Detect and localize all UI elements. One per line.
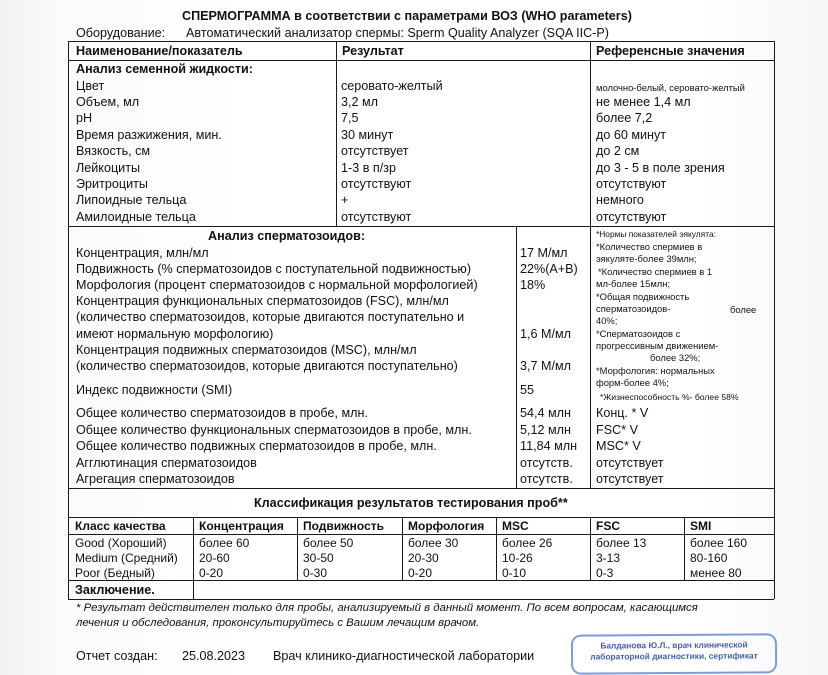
norms-note: *Количество спермиев в 1: [598, 266, 713, 277]
stamp-line1: Балданова Ю.Л., врач клинической: [600, 639, 748, 651]
class-header: Подвижность: [303, 519, 385, 533]
class-header: Класс качества: [75, 519, 166, 533]
fluid-ref: до 2 см: [596, 144, 640, 158]
sperm-row-value: 1,6 М/мл: [520, 327, 572, 341]
class-header: SMI: [690, 519, 712, 533]
fluid-ref: немного: [596, 193, 644, 207]
sperm-row-name: имеют нормальную морфологию): [76, 327, 274, 341]
fluid-ref: более 7,2: [596, 111, 653, 125]
fluid-result: отсутствует: [341, 144, 409, 158]
sperm-row-value: 54,4 млн: [520, 406, 571, 420]
sperm-row-name: Концентрация подвижных сперматозоидов (MSC), млн/мл: [76, 343, 417, 357]
sperm-section-title: Анализ сперматозоидов:: [208, 229, 366, 243]
sperm-row-value: 17 М/мл: [520, 246, 568, 260]
header-result: Результат: [342, 44, 404, 58]
norms-note: мл-более 15млн;: [596, 278, 671, 289]
class-header: Морфология: [408, 519, 485, 533]
report-date: 25.08.2023: [182, 649, 246, 663]
fluid-result: 1-3 в п/зр: [341, 161, 396, 175]
sperm-row-name: (количество сперматозоидов, которые двигаются поступательно): [76, 359, 458, 373]
norms-note: *Количество спермиев в: [596, 241, 703, 252]
class-cell: более 50: [303, 536, 354, 550]
norms-note: *Общая подвижность: [596, 291, 690, 302]
norms-note: эякуляте-более 39млн;: [596, 253, 697, 264]
norms-note: *Морфология: нормальных: [596, 365, 715, 376]
norms-note: *Нормы показателей эякулята:: [596, 229, 716, 239]
fluid-result: серовато-желтый: [341, 79, 443, 93]
sperm-row-name: Морфология (процент сперматозоидов с нормальной морфологией): [76, 278, 478, 292]
fluid-result: отсутствуют: [341, 177, 412, 191]
report-title: СПЕРМОГРАММА в соответствии с параметрами ВОЗ (WHO parameters): [182, 9, 632, 23]
norms-note: более: [730, 304, 757, 315]
conclusion-label: Заключение.: [75, 583, 155, 597]
doctor-stamp: [571, 633, 777, 674]
class-cell: более 160: [690, 536, 747, 550]
header-name: Наименование/показатель: [76, 44, 243, 58]
sperm-row-name: (количество сперматозоидов, которые двигаются поступательно и: [76, 310, 465, 324]
class-cell: более 26: [502, 536, 553, 550]
sperm-row-name: Концентрация, млн/мл: [76, 246, 209, 260]
fluid-ref: отсутствуют: [596, 210, 667, 224]
sperm-row-ref: FSC* V: [596, 423, 638, 437]
sperm-row-ref: отсутствует: [596, 472, 664, 486]
footnote-line1: * Результат действителен только для пробы, анализируемый в данный момент. По всем вопросам, касающимся: [76, 602, 698, 614]
class-header: Концентрация: [199, 519, 284, 533]
fluid-name: Амилоидные тельца: [76, 210, 196, 224]
sperm-row-name: Общее количество функциональных сперматозоидов в пробе, млн.: [76, 423, 472, 437]
sperm-row-name: Подвижность (% сперматозоидов с поступательной подвижностью): [76, 262, 472, 276]
class-cell: 0-30: [303, 566, 328, 580]
stamp-line2: лабораторной диагностики, сертификат: [590, 649, 758, 662]
fluid-name: pH: [76, 111, 93, 125]
sperm-row-value: 22%(A+B): [520, 262, 578, 276]
class-header: FSC: [596, 519, 620, 533]
class-cell: 0-20: [408, 566, 433, 580]
norms-note: 40%;: [596, 315, 618, 326]
norms-note: *Сперматозоидов с: [596, 328, 681, 339]
sperm-row-value: 55: [520, 383, 535, 397]
fluid-name: Вязкость, см: [76, 144, 151, 158]
class-cell: 80-160: [690, 551, 728, 565]
fluid-name: Цвет: [76, 79, 105, 93]
class-header: MSC: [502, 519, 529, 533]
fluid-name: Липоидные тельца: [76, 193, 187, 207]
fluid-result: +: [341, 193, 349, 207]
doctor-label: Врач клинико-диагностической лаборатории: [273, 649, 535, 663]
norms-note: сперматозоидов-: [596, 303, 671, 314]
classification-title: Классификация результатов тестирования проб**: [254, 496, 568, 510]
fluid-name: Эритроциты: [76, 177, 148, 191]
fluid-ref: отсутствуют: [596, 177, 667, 191]
sperm-row-value: 18%: [520, 278, 546, 292]
class-cell: менее 80: [690, 566, 742, 580]
sperm-row-name: Индекс подвижности (SMI): [76, 383, 233, 397]
equipment-value: Автоматический анализатор спермы: Sperm Quality Analyzer (SQA IIC-P): [186, 26, 609, 40]
sperm-row-value: отсутств.: [520, 472, 573, 486]
sperm-row-name: Общее количество сперматозоидов в пробе, млн.: [76, 406, 368, 420]
sperm-row-ref: MSC* V: [596, 439, 641, 453]
fluid-ref: не менее 1,4 мл: [596, 95, 691, 109]
class-cell: 10-26: [502, 551, 533, 565]
norms-note: более 32%;: [650, 352, 701, 363]
sperm-row-ref: отсутствует: [596, 456, 664, 470]
sperm-row-name: Агглютинация сперматозоидов: [76, 456, 257, 470]
sperm-row-value: 11,84 млн: [520, 439, 578, 453]
class-cell: 0-10: [502, 566, 527, 580]
header-reference: Референсные значения: [596, 44, 745, 58]
norms-note: форм-более 4%;: [596, 377, 669, 388]
norms-note: *Жизнеспособность %- более 58%: [600, 392, 739, 402]
class-cell: 30-50: [303, 551, 334, 565]
fluid-name: Лейкоциты: [76, 161, 141, 175]
fluid-result: 3,2 мл: [341, 95, 379, 109]
class-cell: более 60: [199, 536, 250, 550]
sperm-row-value: отсутств.: [520, 456, 573, 470]
fluid-ref: до 3 - 5 в поле зрения: [596, 161, 725, 175]
fluid-ref: молочно-белый, серовато-желтый: [596, 82, 745, 93]
class-cell: более 13: [596, 536, 647, 550]
sperm-row-value: 5,12 млн: [520, 423, 571, 437]
sperm-row-name: Общее количество подвижных сперматозоидов в пробе, млн.: [76, 439, 437, 453]
class-cell: Good (Хороший): [75, 536, 167, 550]
sperm-row-value: 3,7 М/мл: [520, 359, 572, 373]
footnote-line2: лечения и обследования, проконсультируйтесь с Вашим лечащим врачом.: [76, 617, 480, 629]
equipment-label: Оборудование:: [76, 26, 166, 40]
fluid-name: Время разжижения, мин.: [76, 128, 222, 142]
fluid-ref: до 60 минут: [596, 128, 667, 142]
sperm-row-name: Концентрация функциональных сперматозоидов (FSC), млн/мл: [76, 294, 449, 308]
class-cell: более 30: [408, 536, 459, 550]
class-cell: Poor (Бедный): [75, 566, 155, 580]
fluid-section-title: Анализ семенной жидкости:: [76, 62, 253, 76]
class-cell: 20-30: [408, 551, 439, 565]
class-cell: 20-60: [199, 551, 230, 565]
norms-note: прогрессивным движением-: [596, 340, 719, 351]
fluid-name: Объем, мл: [76, 95, 140, 109]
sperm-row-ref: Конц. * V: [596, 406, 649, 420]
class-cell: Medium (Средний): [75, 551, 178, 565]
fluid-result: отсутствуют: [341, 210, 412, 224]
class-cell: 3-13: [596, 551, 621, 565]
class-cell: 0-20: [199, 566, 224, 580]
fluid-result: 30 минут: [341, 128, 394, 142]
sperm-row-name: Агрегация сперматозоидов: [76, 472, 235, 486]
report-created-label: Отчет создан:: [76, 649, 158, 663]
fluid-result: 7,5: [341, 111, 359, 125]
class-cell: 0-3: [596, 566, 614, 580]
